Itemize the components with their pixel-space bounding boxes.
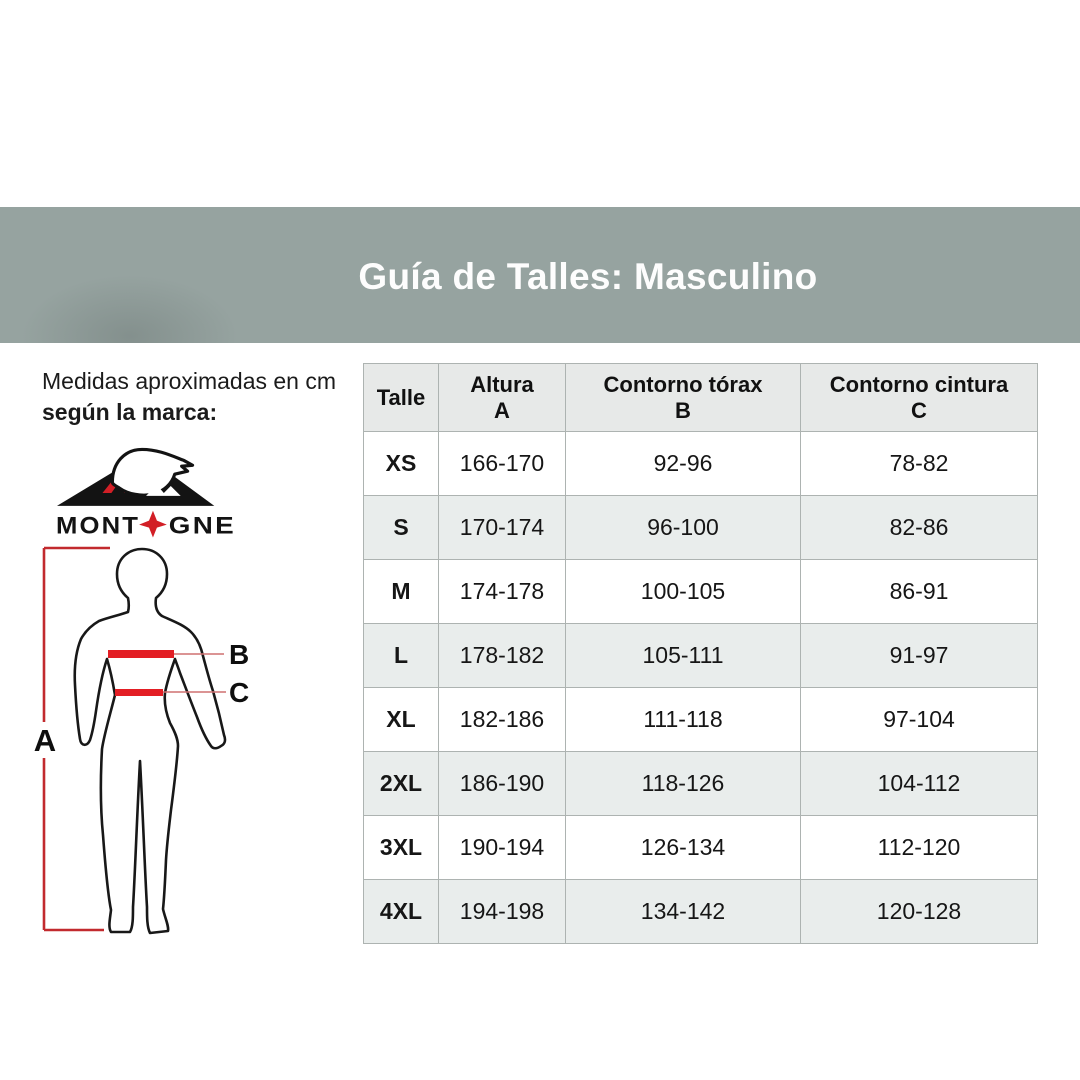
wordmark-left: MONT (55, 513, 141, 540)
table-row (364, 624, 1038, 688)
size-table (363, 363, 1038, 944)
cell-altura: 182-186 (439, 688, 566, 752)
cell-cintura: 91-97 (801, 624, 1038, 688)
table-row (364, 688, 1038, 752)
table-row (364, 880, 1038, 944)
cell-altura: 190-194 (439, 816, 566, 880)
cell-altura: 194-198 (439, 880, 566, 944)
wordmark-right: GNE (168, 513, 237, 540)
waist-label: C (229, 677, 250, 708)
title-band (0, 207, 1080, 343)
star-icon (139, 511, 167, 538)
intro-line2: según la marca: (42, 399, 218, 425)
cell-size: S (364, 496, 439, 560)
size-diagram (30, 535, 260, 952)
cell-cintura: 78-82 (801, 432, 1038, 496)
cell-torax: 134-142 (566, 880, 801, 944)
cell-size: 3XL (364, 816, 439, 880)
table-row (364, 816, 1038, 880)
col-header-cintura: Contorno cintura C (801, 364, 1038, 432)
chest-bar (108, 650, 174, 658)
cell-size: M (364, 560, 439, 624)
cell-cintura: 104-112 (801, 752, 1038, 816)
cell-cintura: 120-128 (801, 880, 1038, 944)
cell-altura: 166-170 (439, 432, 566, 496)
cell-altura: 186-190 (439, 752, 566, 816)
col-header-talle: Talle (364, 364, 439, 432)
intro-text (42, 366, 336, 428)
brand-logo-icon (55, 440, 243, 540)
cell-altura: 174-178 (439, 560, 566, 624)
chest-label: B (229, 639, 250, 670)
cell-torax: 96-100 (566, 496, 801, 560)
height-label: A (33, 723, 57, 758)
table-row (364, 432, 1038, 496)
cell-size: 2XL (364, 752, 439, 816)
cell-torax: 92-96 (566, 432, 801, 496)
cell-torax: 105-111 (566, 624, 801, 688)
cell-altura: 178-182 (439, 624, 566, 688)
intro-line1: Medidas aproximadas en cm (42, 368, 337, 394)
body-outline (75, 549, 225, 933)
cell-cintura: 112-120 (801, 816, 1038, 880)
table-row (364, 496, 1038, 560)
cell-torax: 118-126 (566, 752, 801, 816)
table-header-row (364, 364, 1038, 432)
cell-torax: 111-118 (566, 688, 801, 752)
cell-torax: 100-105 (566, 560, 801, 624)
table-row (364, 560, 1038, 624)
cell-torax: 126-134 (566, 816, 801, 880)
cell-size: L (364, 624, 439, 688)
col-header-altura: Altura A (439, 364, 566, 432)
cell-cintura: 86-91 (801, 560, 1038, 624)
table-row (364, 752, 1038, 816)
cell-cintura: 82-86 (801, 496, 1038, 560)
body-diagram-icon (30, 535, 260, 947)
montagne-logo (55, 440, 243, 545)
page-title: Guía de Talles: Masculino (358, 256, 818, 297)
cell-size: XL (364, 688, 439, 752)
cell-size: 4XL (364, 880, 439, 944)
waist-bar (115, 689, 163, 696)
cell-cintura: 97-104 (801, 688, 1038, 752)
col-header-torax: Contorno tórax B (566, 364, 801, 432)
cell-altura: 170-174 (439, 496, 566, 560)
cell-size: XS (364, 432, 439, 496)
